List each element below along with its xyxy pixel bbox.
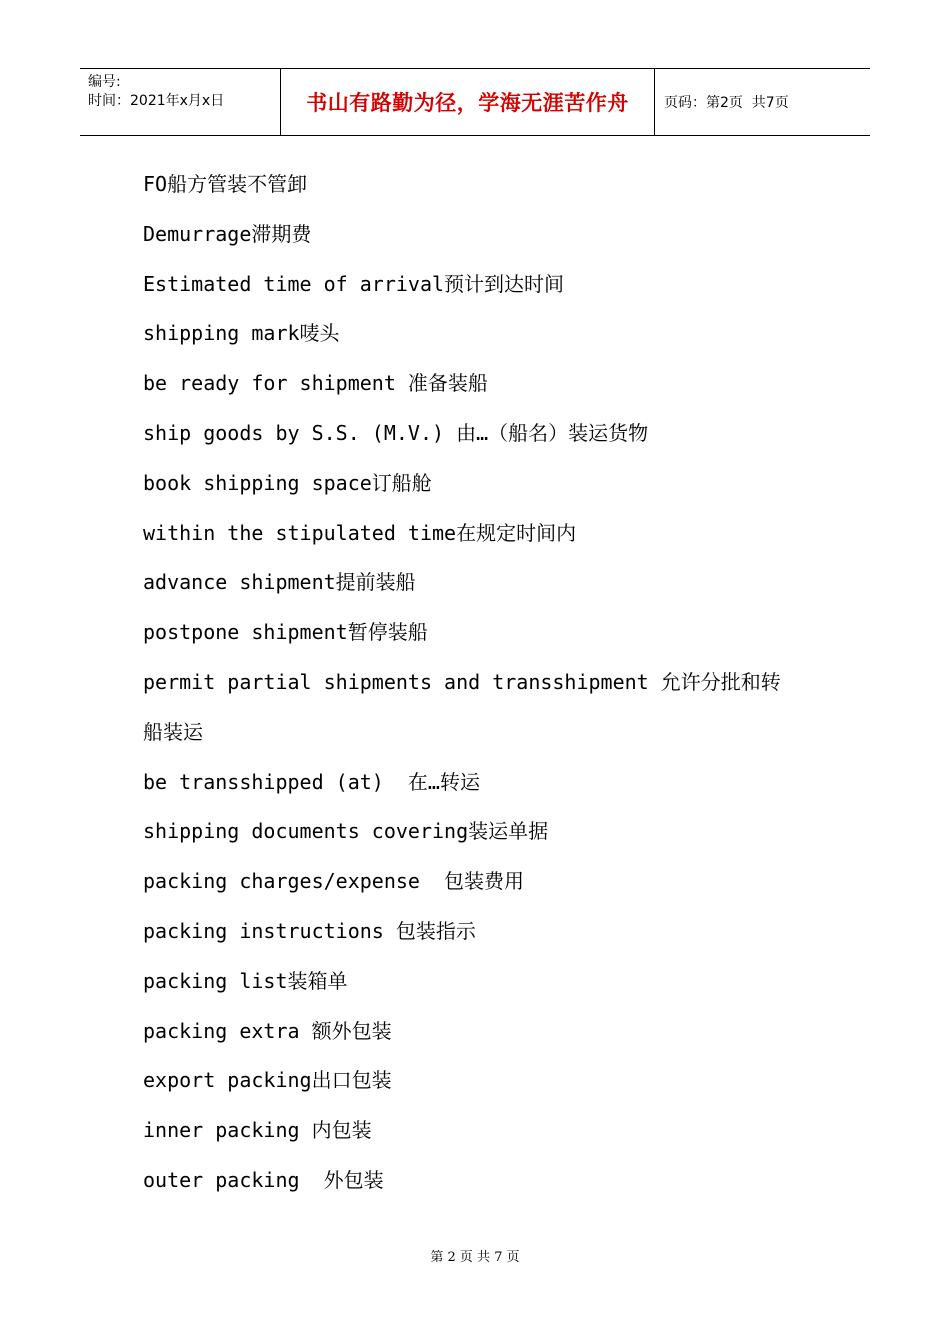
list-item: postpone shipment暂停装船 <box>143 620 428 645</box>
list-item: FO船方管装不管卸 <box>143 172 308 196</box>
list-item: ship goods by S.S. (M.V.) 由…（船名）装运货物 <box>143 420 649 445</box>
list-item: packing list装箱单 <box>143 968 348 993</box>
list-item: shipping mark唛头 <box>143 321 340 346</box>
list-item: inner packing 内包装 <box>143 1118 372 1143</box>
header-motto: 书山有路勤为径，学海无涯苦作舟 <box>306 91 629 115</box>
list-item: packing charges/expense 包装费用 <box>143 869 525 894</box>
list-item: export packing出口包装 <box>143 1068 392 1093</box>
list-item: packing instructions 包装指示 <box>143 918 476 943</box>
list-item: be transshipped (at) 在…转运 <box>143 769 480 794</box>
list-item: 船装运 <box>143 719 203 744</box>
list-item: Demurrage滞期费 <box>143 221 312 246</box>
list-item: book shipping space订船舱 <box>143 470 432 495</box>
list-item: shipping documents covering装运单据 <box>143 819 549 844</box>
header-meta <box>88 73 280 111</box>
time-label: 时间：2021年x月x日 <box>88 93 225 109</box>
number-label: 编号: <box>88 74 121 90</box>
list-item: be ready for shipment 准备装船 <box>143 371 488 396</box>
header-divider <box>654 69 655 135</box>
list-item: permit partial shipments and transshipment 允许分批和转 <box>143 669 781 694</box>
list-item: Estimated time of arrival预计到达时间 <box>143 271 565 296</box>
page-header <box>80 68 870 136</box>
list-item: packing extra 额外包装 <box>143 1018 392 1043</box>
page-footer: 第 2 页 共 7 页 <box>430 1250 520 1265</box>
list-item: advance shipment提前装船 <box>143 570 416 595</box>
vocabulary-list <box>143 160 823 1206</box>
header-page-info: 页码：第2页 共7页 <box>664 95 789 111</box>
list-item: outer packing 外包装 <box>143 1167 384 1192</box>
list-item: within the stipulated time在规定时间内 <box>143 520 577 545</box>
